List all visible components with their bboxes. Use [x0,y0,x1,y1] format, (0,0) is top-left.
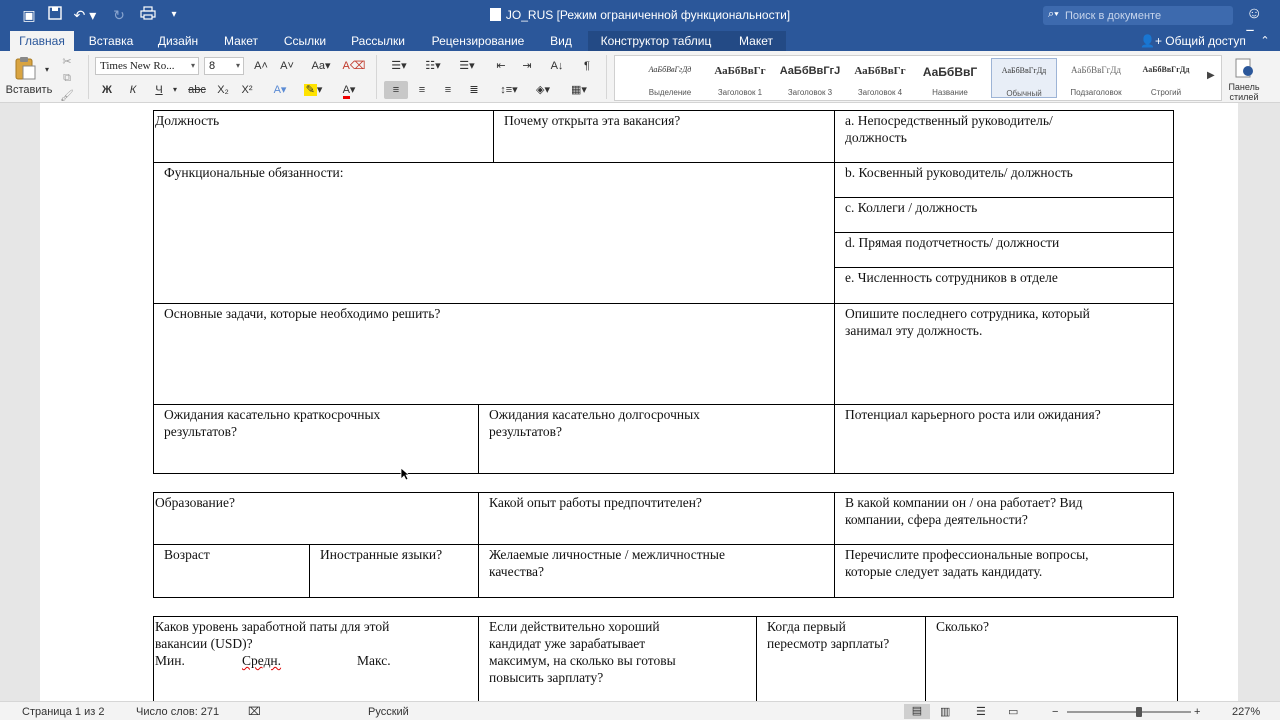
search-input[interactable] [1065,7,1225,24]
change-case-icon[interactable]: Aa▾ [311,60,331,72]
style-heading-3[interactable] [777,58,843,98]
cell-text: Должность [155,113,220,128]
style-sample: АаБбВвГгЈ [779,65,841,77]
underline-dropdown-icon[interactable]: ▾ [172,85,177,94]
document-title-text: JO_RUS [Режим ограниченной функциональности] [505,8,791,22]
style-subtitle[interactable] [1063,58,1129,98]
table-cell[interactable] [493,110,835,163]
share-label: Общий доступ [1165,34,1246,48]
salary-max-label: Макс. [357,653,391,668]
cell-text: d. Прямая подотчетность/ должности [845,235,1060,250]
cell-text: Функциональные обязанности: [164,165,344,180]
search-box[interactable] [1043,6,1233,25]
highlight-icon[interactable]: ✎ ▾ [305,84,323,96]
styles-pane-icon[interactable] [1232,57,1256,79]
highlight-swatch: ✎ [305,84,315,96]
bold-button[interactable]: Ж [102,84,112,96]
font-color-icon[interactable]: A▾ [334,81,364,99]
table-cell[interactable] [153,404,479,474]
style-strong[interactable] [1133,58,1199,98]
zoom-slider[interactable] [1067,711,1191,713]
shading-icon[interactable]: ◈▾ [536,84,550,96]
font-name-value: Times New Ro... [100,60,175,72]
tab-table-layout[interactable]: Макет [739,34,773,48]
font-name-combo[interactable] [95,57,199,75]
styles-pane-label[interactable]: Панель стилей [1228,82,1260,102]
table-cell[interactable] [309,544,479,598]
cell-text: Каков уровень заработной паты для этой вакансии (USD)? [155,619,390,651]
document-page[interactable] [40,103,1238,701]
style-label: Подзаголовок [1070,88,1122,97]
table-cell[interactable] [834,492,1174,545]
draft-view-icon[interactable]: ▭ [1008,706,1019,718]
align-right-icon[interactable]: ≡ [444,84,452,96]
sort-icon[interactable]: A↓ [550,60,564,72]
tab-layout[interactable]: Макет [224,34,258,48]
italic-button[interactable]: К [129,84,137,96]
cell-text: Ожидания касательно краткосрочных результатов? [164,407,381,439]
paste-button-label[interactable]: Вставить [5,84,53,96]
ribbon-separator [88,55,89,99]
cut-icon[interactable]: ✂ [62,56,72,68]
print-layout-icon[interactable]: ▤ [904,704,930,719]
table-cell[interactable] [834,110,1174,163]
add-person-icon: 👤+ [1140,34,1166,48]
style-label: Выделение [648,88,692,97]
style-sample: АаБбВвГг [854,65,906,77]
table-cell[interactable] [478,492,835,545]
style-sample: АаБбВвГгДд [1071,65,1121,75]
shrink-font-icon[interactable]: A˅ [280,60,294,72]
table-cell[interactable] [478,544,835,598]
cell-text: Образование? [155,495,235,510]
search-icon: ⌕▾ [1048,8,1059,20]
style-title[interactable] [917,58,983,98]
tab-insert[interactable]: Вставка [88,34,134,48]
multilevel-list-icon[interactable]: ☰▾ [459,60,475,72]
document-area [0,103,1280,701]
cell-text: Ожидания касательно долгосрочных результатов? [489,407,700,439]
web-layout-icon[interactable]: ▥ [940,706,951,718]
borders-icon[interactable]: ▦▾ [571,84,587,96]
cell-text: В какой компании он / она работает? Вид компании, сфера деятельности? [845,495,1083,527]
cell-text: Потенциал карьерного роста или ожидания? [845,407,1101,422]
tab-home[interactable]: Главная [10,31,74,51]
format-painter-icon[interactable]: 🖌 [60,90,74,102]
cell-text: a. Непосредственный руководитель/ должность [845,113,1053,145]
grow-font-icon[interactable]: A˄ [254,60,268,72]
cell-text: Возраст [164,547,210,562]
line-spacing-icon[interactable]: ↕≡▾ [500,84,518,96]
bullets-icon[interactable]: ☰▾ [391,60,407,72]
table-cell[interactable] [834,544,1174,598]
paste-icon[interactable] [10,55,40,81]
align-center-icon[interactable]: ≡ [418,84,426,96]
table-cell[interactable] [478,404,835,474]
font-color-swatch: A [343,84,350,99]
chevron-down-icon: ▾ [235,61,240,70]
table-cell[interactable] [756,616,926,701]
cell-text: Опишите последнего сотрудника, который занимал эту должность. [845,306,1090,338]
justify-icon[interactable]: ≣ [469,84,479,96]
clear-formatting-icon[interactable]: A⌫ [342,60,366,72]
title-bar [0,0,1280,31]
style-label: Название [932,88,968,97]
chevron-down-icon: ▾ [190,61,195,70]
table-cell[interactable] [153,544,310,598]
print-icon[interactable] [138,6,158,24]
table-cell[interactable] [834,197,1174,233]
numbering-icon[interactable]: ☷▾ [425,60,441,72]
table-cell[interactable] [925,616,1178,701]
style-heading-1[interactable] [707,58,773,98]
tab-table-design[interactable]: Конструктор таблиц [600,34,712,48]
zoom-slider-thumb[interactable] [1136,707,1142,717]
decrease-indent-icon[interactable]: ⇤ [496,60,506,72]
gallery-next-icon[interactable]: ▶ [1207,70,1215,81]
tab-references[interactable]: Ссылки [283,34,327,48]
cell-text: Иностранные языки? [320,547,443,562]
cell-text: Перечислите профессиональные вопросы, которые следует задать кандидату. [845,547,1089,579]
style-label: Заголовок 3 [787,88,833,97]
table-cell[interactable] [153,492,479,545]
salary-min-label: Мин. [155,653,185,668]
cell-text: Основные задачи, которые необходимо решить? [164,306,441,321]
collapse-ribbon-icon[interactable]: ⌃ [1260,35,1270,47]
style-heading-4[interactable] [847,58,913,98]
copy-icon[interactable]: ⧉ [63,72,71,84]
table-cell[interactable] [834,404,1174,474]
strikethrough-button[interactable]: abc [188,84,206,96]
cell-text: Когда первый пересмотр зарплаты? [767,619,890,651]
table-cell[interactable] [153,110,494,163]
superscript-button[interactable]: X² [241,84,253,96]
table-cell[interactable] [153,303,835,405]
ribbon-home [0,51,1280,103]
style-label: Заголовок 1 [717,88,763,97]
underline-button[interactable]: Ч [155,84,163,96]
table-cell[interactable] [834,267,1174,304]
align-left-icon[interactable]: ≡ [384,81,408,99]
style-sample: АаБбВвГг [714,65,766,77]
document-icon [490,8,501,21]
zoom-level[interactable]: 227% [1232,706,1261,718]
table-cell[interactable] [478,616,757,701]
mouse-pointer-icon [400,467,410,481]
ribbon-separator [606,55,607,99]
table-cell[interactable] [834,303,1174,405]
customize-toolbar-icon[interactable]: ▾ [171,9,177,20]
undo-icon[interactable]: ↶ ▾ [73,7,97,23]
zoom-in-icon[interactable]: + [1194,706,1201,718]
style-label: Обычный [1006,89,1042,98]
cell-text: Сколько? [936,619,989,634]
tab-design[interactable]: Дизайн [157,34,199,48]
subscript-button[interactable]: X₂ [217,84,229,96]
cell-text: b. Косвенный руководитель/ должность [845,165,1073,180]
cell-text: e. Численность сотрудников в отделе [845,270,1058,285]
style-sample: АаБбВвГгДд [1142,65,1190,74]
redo-icon[interactable]: ↻ [113,7,125,23]
style-sample: АаБбВвГ [922,65,978,79]
ribbon-separator [376,55,377,99]
cell-text: Почему открыта эта вакансия? [504,113,681,128]
style-label: Заголовок 4 [857,88,903,97]
tab-mailings[interactable]: Рассылки [351,34,405,48]
table-cell[interactable] [834,162,1174,198]
font-size-combo[interactable] [204,57,244,75]
tab-view[interactable]: Вид [550,34,572,48]
table-cell[interactable] [153,162,835,304]
outline-view-icon[interactable]: ☰ [976,706,986,718]
cell-text: c. Коллеги / должность [845,200,978,215]
table-cell[interactable] [834,232,1174,268]
share-button[interactable] [1140,31,1246,51]
feedback-smiley-icon[interactable]: ☺ [1246,5,1263,22]
increase-indent-icon[interactable]: ⇥ [522,60,532,72]
show-formatting-icon[interactable]: ¶ [584,60,590,72]
style-label: Строгий [1150,88,1182,97]
tab-review[interactable]: Рецензирование [431,34,525,48]
style-sample: АаБбВвГгДд [648,65,692,74]
save-icon[interactable] [46,6,64,24]
sidebar-toggle-icon[interactable]: ▣ [22,7,36,23]
cell-text: Какой опыт работы предпочтителен? [489,495,702,510]
table-cell[interactable] [153,616,479,701]
styles-gallery [614,55,1222,101]
page-count[interactable]: Страница 1 из 2 [22,706,105,718]
salary-mid-label: Средн. [242,653,282,668]
cell-text: Если действительно хороший кандидат уже зарабатывает максимум, на сколько вы готовы повысить зарплату? [489,619,676,685]
style-normal[interactable] [991,58,1057,98]
style-emphasis[interactable] [637,58,703,98]
status-bar [0,701,1280,720]
paste-dropdown-icon[interactable]: ▾ [44,65,49,74]
font-size-value: 8 [209,60,216,72]
text-effects-icon[interactable]: A▾ [273,84,287,96]
style-sample: АаБбВвГгДд [1001,66,1047,75]
cell-text: Желаемые личностные / межличностные качества? [489,547,725,579]
language-indicator[interactable]: Русский [368,706,409,718]
ribbon-tabs [0,31,1280,51]
proofing-icon[interactable]: ⌧ [248,706,261,718]
zoom-out-icon[interactable]: − [1052,706,1059,718]
word-count[interactable]: Число слов: 271 [136,706,220,718]
